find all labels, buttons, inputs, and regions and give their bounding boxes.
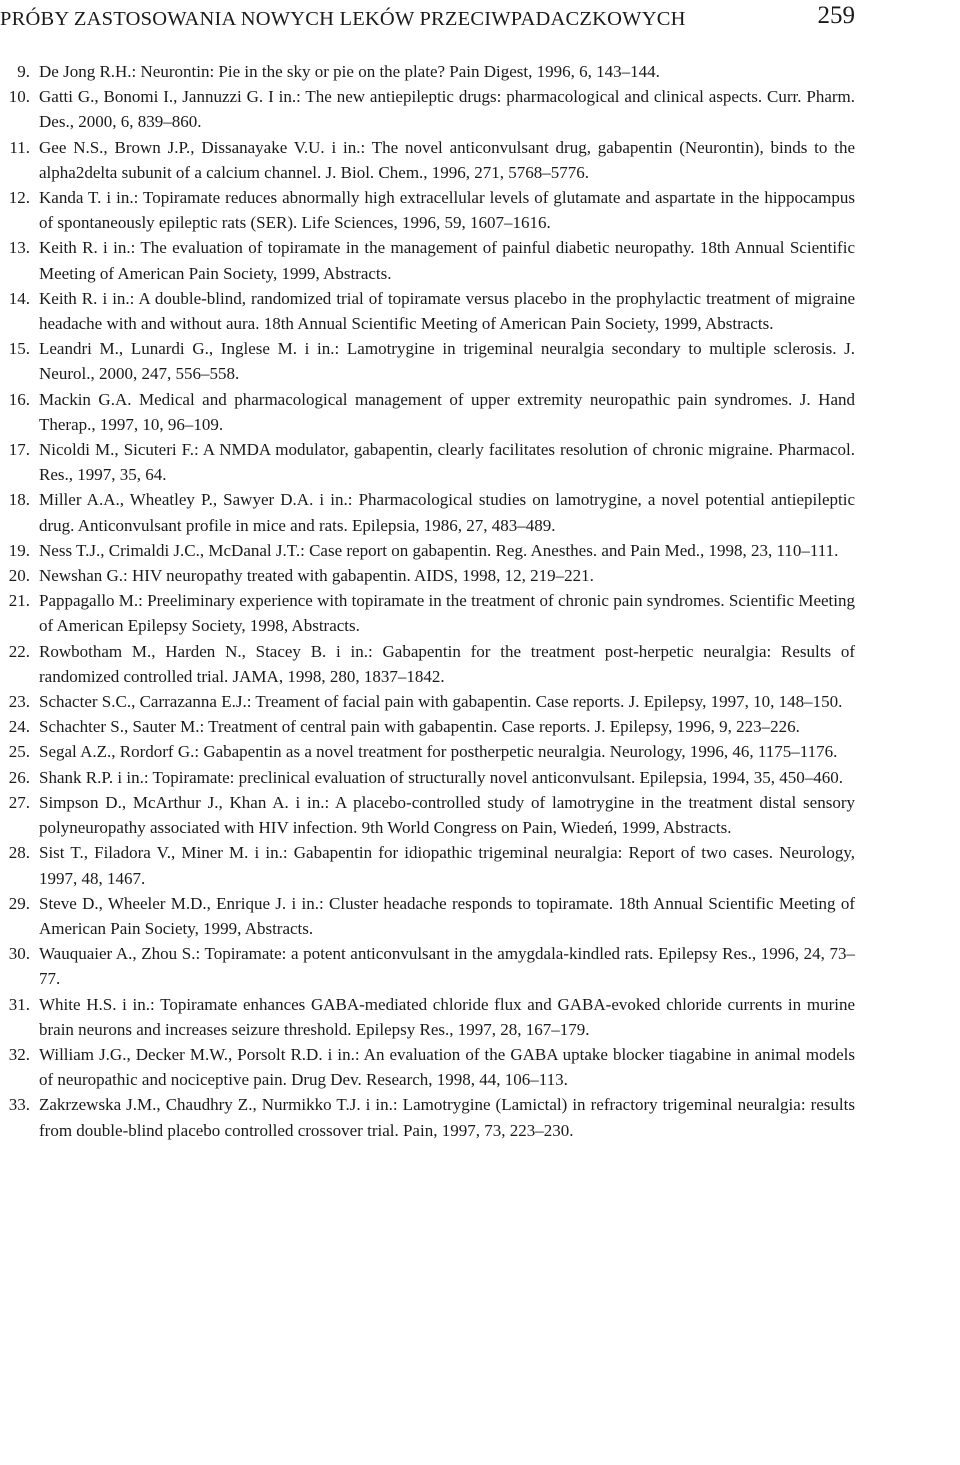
reference-number: 30. xyxy=(8,944,30,964)
reference-text: Zakrzewska J.M., Chaudhry Z., Nurmikko T.J. i in.: Lamotrygine (Lamictal) in refractory trigeminal neuralgia: results from double-blind placebo controlled crossover trial. Pain, 1997, 73, 223–230. xyxy=(39,1095,855,1140)
reference-text: Schacter S.C., Carrazanna E.J.: Treament of facial pain with gabapentin. Case reports. J. Epilepsy, 1997, 10, 148–150. xyxy=(39,692,843,712)
reference-text: Gee N.S., Brown J.P., Dissanayake V.U. i in.: The novel anticonvulsant drug, gabapentin (Neurontin), binds to the alpha2delta subunit of a calcium channel. J. Biol. Chem., 1996, 271, 5768–5776. xyxy=(39,137,855,182)
reference-item xyxy=(0,1092,855,1142)
reference-item xyxy=(0,739,855,764)
reference-number: 26. xyxy=(8,767,30,787)
reference-number: 27. xyxy=(8,792,30,812)
reference-number: 24. xyxy=(8,717,30,737)
reference-number: 12. xyxy=(8,188,30,208)
reference-number: 10. xyxy=(8,87,30,107)
running-head xyxy=(0,4,855,34)
reference-number: 29. xyxy=(8,893,30,913)
running-title: PRÓBY ZASTOSOWANIA NOWYCH LEKÓW PRZECIWPADACZKOWYCH xyxy=(0,8,686,30)
reference-text: Schachter S., Sauter M.: Treatment of central pain with gabapentin. Case reports. J. Epilepsy, 1996, 9, 223–226. xyxy=(39,717,800,737)
reference-item xyxy=(0,563,855,588)
reference-text: Sist T., Filadora V., Miner M. i in.: Gabapentin for idiopathic trigeminal neuralgia: Report of two cases. Neurology, 1997, 48, 1467. xyxy=(39,843,855,888)
reference-item xyxy=(0,235,855,285)
reference-text: Wauquaier A., Zhou S.: Topiramate: a potent anticonvulsant in the amygdala-kindled rats. Epilepsy Res., 1996, 24, 73–77. xyxy=(39,944,855,989)
reference-number: 32. xyxy=(8,1044,30,1064)
reference-number: 21. xyxy=(8,591,30,611)
reference-item xyxy=(0,437,855,487)
reference-number: 13. xyxy=(8,238,30,258)
reference-text: Segal A.Z., Rordorf G.: Gabapentin as a novel treatment for postherpetic neuralgia. Neurology, 1996, 46, 1175–1176. xyxy=(39,742,838,762)
reference-item xyxy=(0,538,855,563)
reference-number: 14. xyxy=(8,288,30,308)
reference-item xyxy=(0,840,855,890)
reference-item xyxy=(0,59,855,84)
reference-text: Keith R. i in.: A double-blind, randomized trial of topiramate versus placebo in the prophylactic treatment of migraine headache with and without aura. 18th Annual Scientific Meeting of American Pain Society, 1999, Abstracts. xyxy=(39,288,855,334)
reference-item xyxy=(0,941,855,991)
reference-item xyxy=(0,84,855,134)
reference-item xyxy=(0,992,855,1042)
reference-number: 17. xyxy=(8,440,30,460)
reference-item xyxy=(0,1042,855,1092)
reference-item xyxy=(0,689,855,714)
reference-number: 33. xyxy=(8,1095,30,1115)
reference-text: Miller A.A., Wheatley P., Sawyer D.A. i in.: Pharmacological studies on lamotrygine, a novel potential antiepileptic drug. Anticonvulsant profile in mice and rats. Epilepsia, 1986, 27, 483–489. xyxy=(39,490,855,535)
reference-text: Ness T.J., Crimaldi J.C., McDanal J.T.: Case report on gabapentin. Reg. Anesthes. and Pain Med., 1998, 23, 110–111. xyxy=(39,540,839,560)
reference-item xyxy=(0,765,855,790)
reference-number: 23. xyxy=(8,692,30,712)
reference-number: 19. xyxy=(8,540,30,560)
reference-text: Rowbotham M., Harden N., Stacey B. i in.: Gabapentin for the treatment post-herpetic neuralgia: Results of randomized controlled trial. JAMA, 1998, 280, 1837–1842. xyxy=(39,641,855,686)
reference-text: Steve D., Wheeler M.D., Enrique J. i in.: Cluster headache responds to topiramate. 18th Annual Scientific Meeting of American Pain Society, 1999, Abstracts. xyxy=(39,893,855,938)
reference-number: 16. xyxy=(8,389,30,409)
reference-text: Leandri M., Lunardi G., Inglese M. i in.: Lamotrygine in trigeminal neuralgia secondary to multiple sclerosis. J. Neurol., 2000, 247, 556–558. xyxy=(39,339,855,384)
reference-item xyxy=(0,891,855,941)
reference-number: 9. xyxy=(17,62,30,81)
reference-text: Mackin G.A. Medical and pharmacological management of upper extremity neuropathic pain syndromes. J. Hand Therap., 1997, 10, 96–109. xyxy=(39,389,855,434)
reference-text: Newshan G.: HIV neuropathy treated with gabapentin. AIDS, 1998, 12, 219–221. xyxy=(39,566,594,586)
reference-item xyxy=(0,286,855,336)
reference-text: Simpson D., McArthur J., Khan A. i in.: A placebo-controlled study of lamotrygine in the treatment distal sensory polyneuropathy associated with HIV infection. 9th World Congress on Pain, Wiedeń, 1999, Abstracts. xyxy=(39,792,855,838)
reference-item xyxy=(0,135,855,185)
reference-text: De Jong R.H.: Neurontin: Pie in the sky or pie on the plate? Pain Digest, 1996, 6, 143–144. xyxy=(39,62,660,81)
reference-number: 28. xyxy=(8,843,30,863)
reference-text: Kanda T. i in.: Topiramate reduces abnormally high extracellular levels of glutamate and aspartate in the hippocampus of spontaneously epileptic rats (SER). Life Sciences, 1996, 59, 1607–1616. xyxy=(39,188,855,233)
reference-text: White H.S. i in.: Topiramate enhances GABA-mediated chloride flux and GABA-evoked chloride currents in murine brain neurons and increases seizure threshold. Epilepsy Res., 1997, 28, 167–179. xyxy=(39,994,855,1039)
reference-item xyxy=(0,639,855,689)
reference-item xyxy=(0,336,855,386)
reference-text: Shank R.P. i in.: Topiramate: preclinical evaluation of structurally novel anticonvulsant. Epilepsia, 1994, 35, 450–460. xyxy=(39,767,843,787)
reference-text: William J.G., Decker M.W., Porsolt R.D. i in.: An evaluation of the GABA uptake blocker tiagabine in animal models of neuropathic and nociceptive pain. Drug Dev. Research, 1998, 44, 106–113. xyxy=(39,1044,855,1090)
reference-text: Keith R. i in.: The evaluation of topiramate in the management of painful diabetic neuropathy. 18th Annual Scientific Meeting of American Pain Society, 1999, Abstracts. xyxy=(39,238,855,283)
reference-item xyxy=(0,387,855,437)
reference-item xyxy=(0,714,855,739)
reference-number: 22. xyxy=(8,641,30,661)
reference-item xyxy=(0,185,855,235)
reference-number: 31. xyxy=(8,994,30,1014)
reference-text: Nicoldi M., Sicuteri F.: A NMDA modulator, gabapentin, clearly facilitates resolution of chronic migraine. Pharmacol. Res., 1997, 35, 64. xyxy=(39,440,855,485)
reference-number: 18. xyxy=(8,490,30,510)
reference-text: Pappagallo M.: Preeliminary experience with topiramate in the treatment of chronic pain syndromes. Scientific Meeting of American Epilepsy Society, 1998, Abstracts. xyxy=(39,591,855,636)
reference-list xyxy=(0,59,855,1143)
reference-number: 25. xyxy=(8,742,30,762)
reference-number: 15. xyxy=(8,339,30,359)
reference-number: 11. xyxy=(9,137,30,157)
reference-number: 20. xyxy=(8,566,30,586)
page-number: 259 xyxy=(817,2,855,29)
reference-text: Gatti G., Bonomi I., Jannuzzi G. I in.: The new antiepileptic drugs: pharmacological and clinical aspects. Curr. Pharm. Des., 2000, 6, 839–860. xyxy=(39,87,855,132)
reference-item xyxy=(0,588,855,638)
reference-item xyxy=(0,487,855,537)
reference-item xyxy=(0,790,855,840)
